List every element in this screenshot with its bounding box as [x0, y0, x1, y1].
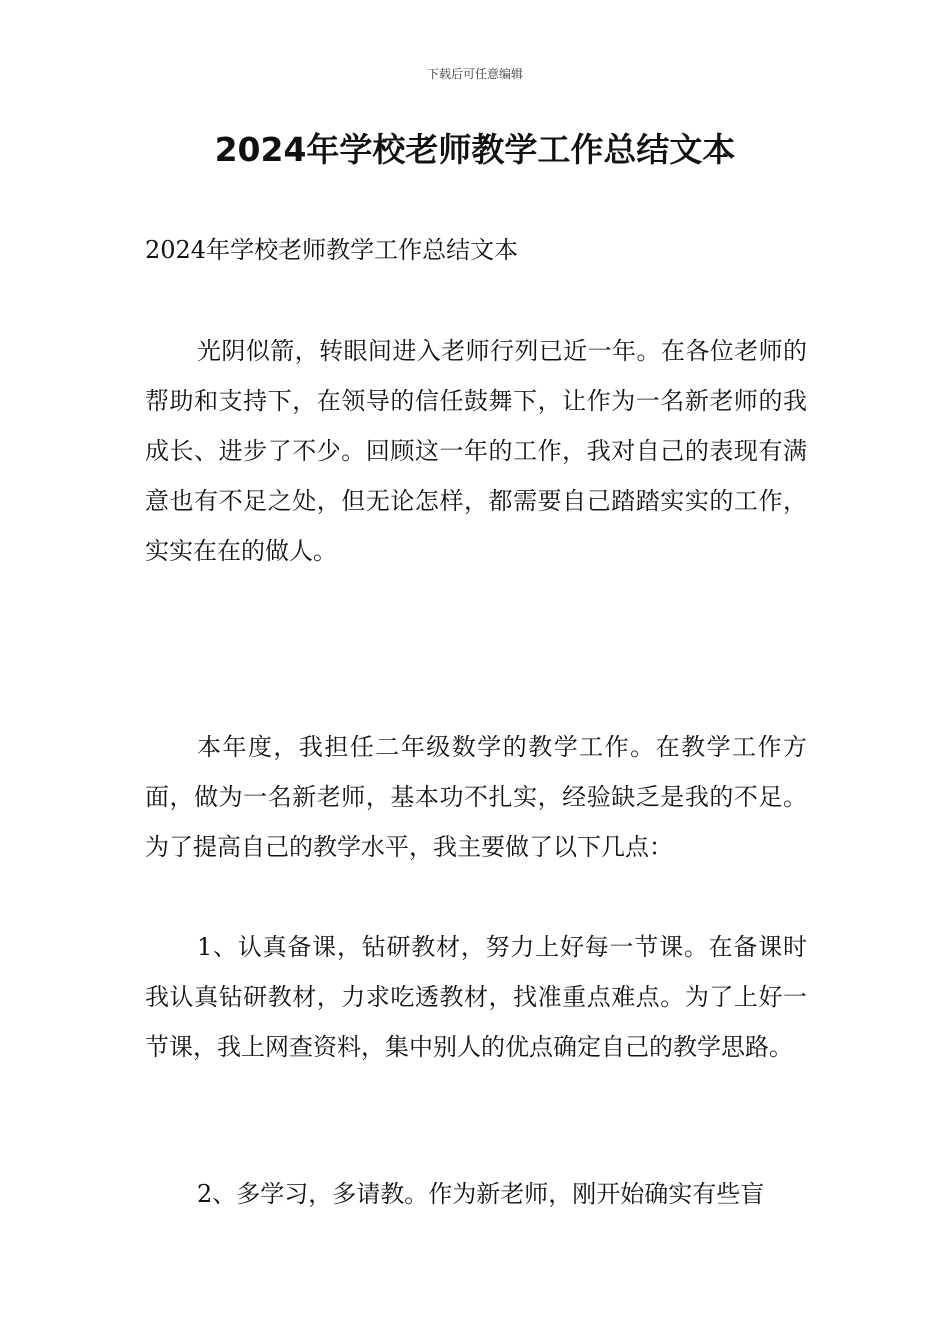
- paragraph-teaching-overview: 本年度，我担任二年级数学的教学工作。在教学工作方面，做为一名新老师，基本功不扎实，经验缺乏是我的不足。为了提高自己的教学水平，我主要做了以下几点：: [145, 733, 807, 861]
- paragraph-point-2: 2、多学习，多请教。作为新老师，刚开始确实有些盲: [197, 1180, 765, 1208]
- paragraph-point-1: 1、认真备课，钻研教材，努力上好每一节课。在备课时我认真钻研教材，力求吃透教材，找准重点难点。为了上好一节课，我上网查资料，集中别人的优点确定自己的教学思路。: [145, 933, 807, 1061]
- document-subtitle: 2024年学校老师教学工作总结文本: [145, 236, 519, 264]
- paragraph-intro: 光阴似箭，转眼间进入老师行列已近一年。在各位老师的帮助和支持下，在领导的信任鼓舞下，让作为一名新老师的我成长、进步了不少。回顾这一年的工作，我对自己的表现有满意也有不足之处，但无论怎样，都需要自己踏踏实实的工作，实实在在的做人。: [145, 337, 807, 565]
- header-note: 下载后可任意编辑: [426, 67, 523, 81]
- document-title: 2024年学校老师教学工作总结文本: [214, 130, 736, 169]
